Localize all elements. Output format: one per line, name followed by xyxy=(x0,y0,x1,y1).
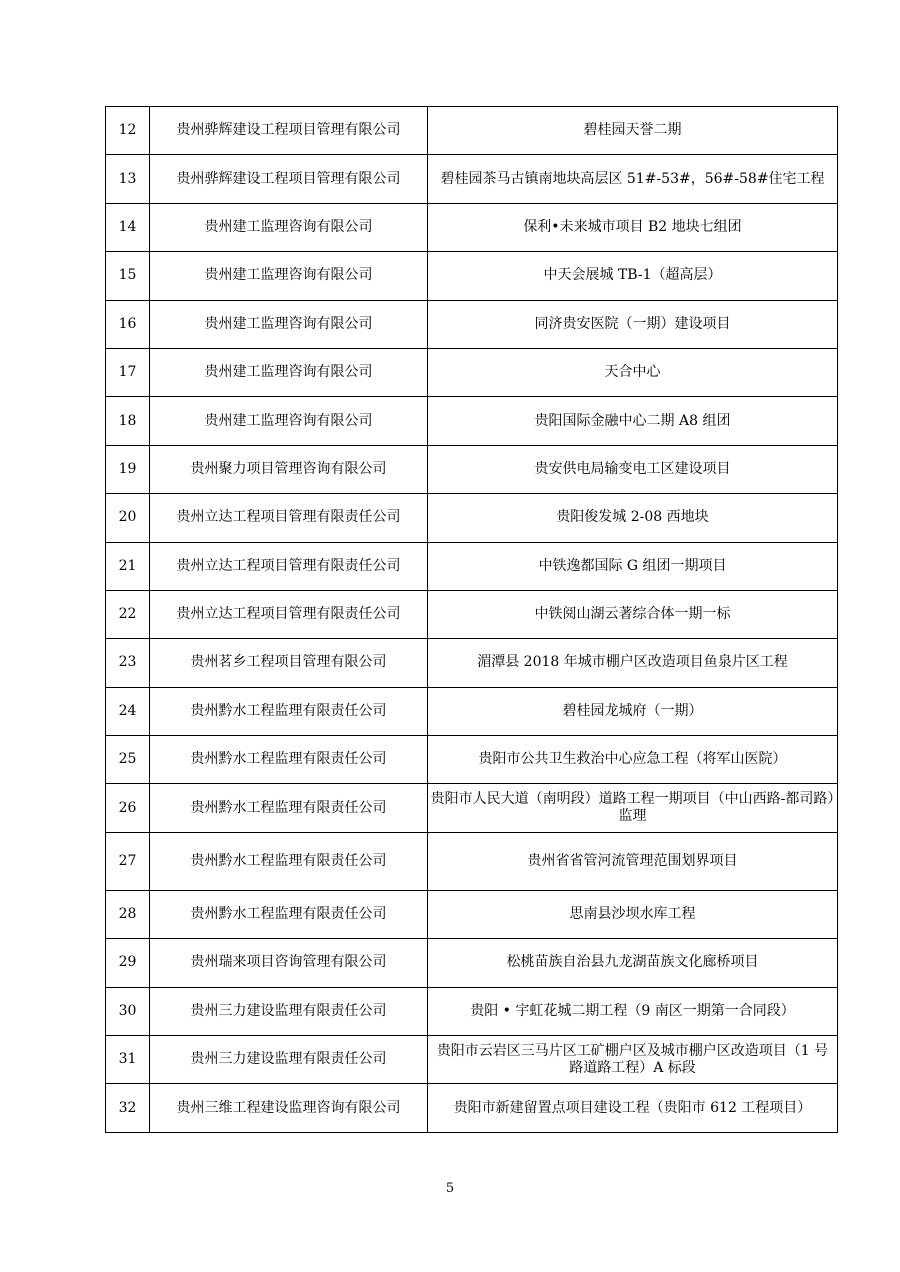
company-name-cell: 贵州三力建设监理有限责任公司 xyxy=(150,987,428,1035)
project-name-cell: 贵阳市新建留置点项目建设工程（贵阳市 612 工程项目） xyxy=(428,1084,838,1132)
table-row xyxy=(106,1084,838,1132)
row-number-cell: 22 xyxy=(106,590,150,638)
row-number-cell: 16 xyxy=(106,300,150,348)
project-name-cell: 保利•未来城市项目 B2 地块七组团 xyxy=(428,203,838,251)
company-name-cell: 贵州三维工程建设监理咨询有限公司 xyxy=(150,1084,428,1132)
project-name-cell: 碧桂园龙城府（一期） xyxy=(428,687,838,735)
project-name-cell: 湄潭县 2018 年城市棚户区改造项目鱼泉片区工程 xyxy=(428,639,838,687)
company-name-cell: 贵州黔水工程监理有限责任公司 xyxy=(150,736,428,784)
page-number: 5 xyxy=(445,1181,455,1196)
company-name-cell: 贵州立达工程项目管理有限责任公司 xyxy=(150,494,428,542)
row-number-cell: 14 xyxy=(106,203,150,251)
table-row xyxy=(106,639,838,687)
table-row xyxy=(106,445,838,493)
table-row xyxy=(106,494,838,542)
row-number-cell: 26 xyxy=(106,784,150,832)
table-row xyxy=(106,203,838,251)
project-name-cell: 贵阳市云岩区三马片区工矿棚户区及城市棚户区改造项目（1 号路道路工程）A 标段 xyxy=(428,1036,838,1084)
company-name-cell: 贵州聚力项目管理咨询有限公司 xyxy=(150,445,428,493)
table-row xyxy=(106,890,838,938)
row-number-cell: 17 xyxy=(106,348,150,396)
project-name-cell: 碧桂园茶马古镇南地块高层区 51#-53#，56#-58#住宅工程 xyxy=(428,155,838,203)
table-row xyxy=(106,542,838,590)
row-number-cell: 31 xyxy=(106,1036,150,1084)
company-name-cell: 贵州黔水工程监理有限责任公司 xyxy=(150,784,428,832)
company-name-cell: 贵州瑞来项目咨询管理有限公司 xyxy=(150,939,428,987)
row-number-cell: 23 xyxy=(106,639,150,687)
company-name-cell: 贵州建工监理咨询有限公司 xyxy=(150,397,428,445)
table-row xyxy=(106,397,838,445)
row-number-cell: 21 xyxy=(106,542,150,590)
table-row xyxy=(106,736,838,784)
company-name-cell: 贵州骅辉建设工程项目管理有限公司 xyxy=(150,107,428,155)
records-table-body xyxy=(106,107,838,1133)
project-name-cell: 碧桂园天誉二期 xyxy=(428,107,838,155)
company-name-cell: 贵州立达工程项目管理有限责任公司 xyxy=(150,542,428,590)
company-name-cell: 贵州立达工程项目管理有限责任公司 xyxy=(150,590,428,638)
row-number-cell: 24 xyxy=(106,687,150,735)
project-name-cell: 同济贵安医院（一期）建设项目 xyxy=(428,300,838,348)
row-number-cell: 27 xyxy=(106,832,150,890)
table-row xyxy=(106,252,838,300)
company-name-cell: 贵州建工监理咨询有限公司 xyxy=(150,203,428,251)
company-name-cell: 贵州建工监理咨询有限公司 xyxy=(150,300,428,348)
table-row xyxy=(106,832,838,890)
table-row xyxy=(106,107,838,155)
row-number-cell: 18 xyxy=(106,397,150,445)
project-name-cell: 中铁阅山湖云著综合体一期一标 xyxy=(428,590,838,638)
table-row xyxy=(106,784,838,832)
company-name-cell: 贵州建工监理咨询有限公司 xyxy=(150,348,428,396)
company-name-cell: 贵州黔水工程监理有限责任公司 xyxy=(150,687,428,735)
row-number-cell: 12 xyxy=(106,107,150,155)
table-row xyxy=(106,300,838,348)
row-number-cell: 28 xyxy=(106,890,150,938)
project-name-cell: 贵阳国际金融中心二期 A8 组团 xyxy=(428,397,838,445)
project-name-cell: 贵阳市人民大道（南明段）道路工程一期项目（中山西路-都司路）监理 xyxy=(428,784,838,832)
project-name-cell: 中天会展城 TB-1（超高层） xyxy=(428,252,838,300)
table-row xyxy=(106,939,838,987)
records-table xyxy=(105,106,838,1133)
row-number-cell: 30 xyxy=(106,987,150,1035)
row-number-cell: 15 xyxy=(106,252,150,300)
row-number-cell: 19 xyxy=(106,445,150,493)
project-name-cell: 贵安供电局输变电工区建设项目 xyxy=(428,445,838,493)
project-name-cell: 贵阳市公共卫生救治中心应急工程（将军山医院） xyxy=(428,736,838,784)
row-number-cell: 20 xyxy=(106,494,150,542)
company-name-cell: 贵州黔水工程监理有限责任公司 xyxy=(150,832,428,890)
table-row xyxy=(106,155,838,203)
table-row xyxy=(106,1036,838,1084)
project-name-cell: 贵州省省管河流管理范围划界项目 xyxy=(428,832,838,890)
table-row xyxy=(106,987,838,1035)
company-name-cell: 贵州三力建设监理有限责任公司 xyxy=(150,1036,428,1084)
project-name-cell: 中铁逸都国际 G 组团一期项目 xyxy=(428,542,838,590)
row-number-cell: 13 xyxy=(106,155,150,203)
table-row xyxy=(106,348,838,396)
company-name-cell: 贵州茗乡工程项目管理有限公司 xyxy=(150,639,428,687)
table-row xyxy=(106,687,838,735)
project-name-cell: 松桃苗族自治县九龙湖苗族文化廊桥项目 xyxy=(428,939,838,987)
project-name-cell: 贵阳俊发城 2-08 西地块 xyxy=(428,494,838,542)
row-number-cell: 32 xyxy=(106,1084,150,1132)
project-name-cell: 思南县沙坝水库工程 xyxy=(428,890,838,938)
row-number-cell: 29 xyxy=(106,939,150,987)
table-row xyxy=(106,590,838,638)
project-name-cell: 天合中心 xyxy=(428,348,838,396)
project-name-cell: 贵阳 • 宇虹花城二期工程（9 南区一期第一合同段） xyxy=(428,987,838,1035)
company-name-cell: 贵州骅辉建设工程项目管理有限公司 xyxy=(150,155,428,203)
row-number-cell: 25 xyxy=(106,736,150,784)
company-name-cell: 贵州黔水工程监理有限责任公司 xyxy=(150,890,428,938)
company-name-cell: 贵州建工监理咨询有限公司 xyxy=(150,252,428,300)
